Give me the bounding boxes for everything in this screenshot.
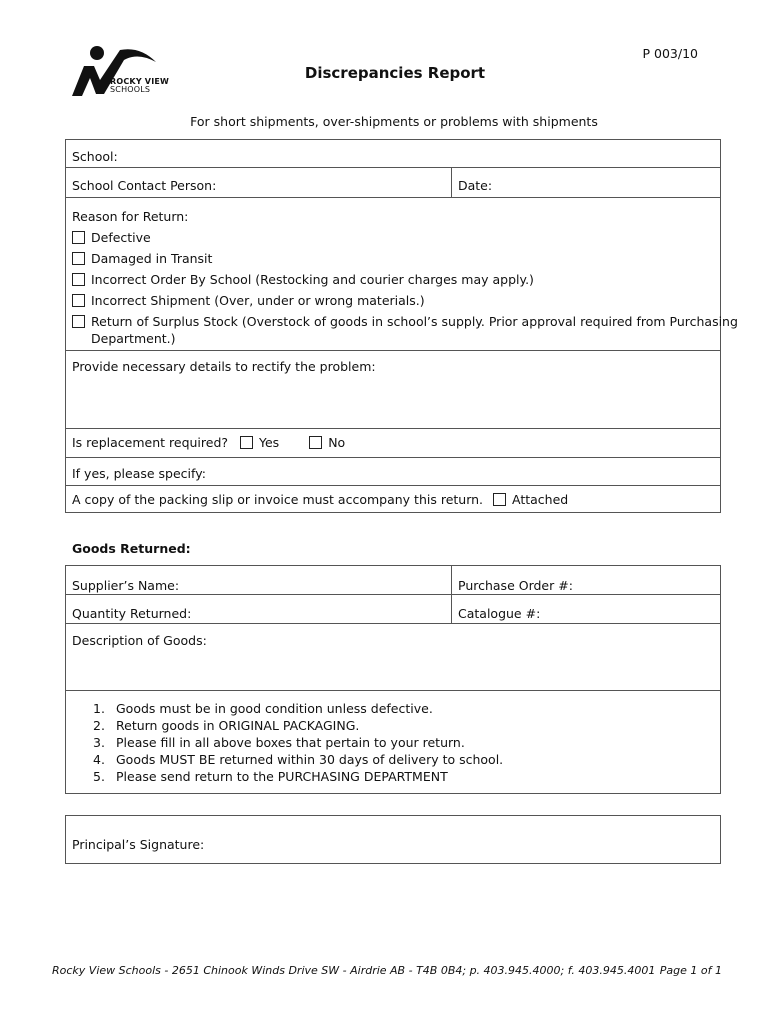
- goods-returned-title: Goods Returned:: [72, 541, 191, 556]
- description-field[interactable]: Description of Goods:: [72, 633, 207, 648]
- form-number: P 003/10: [642, 46, 698, 61]
- attached-label: Attached: [512, 492, 569, 507]
- supplier-field[interactable]: Supplier’s Name:: [72, 578, 180, 593]
- logo-text: ROCKY VIEW SCHOOLS: [110, 77, 170, 94]
- list-item: 3. Please fill in all above boxes that pertain to your return.: [93, 735, 465, 750]
- catalogue-field[interactable]: Catalogue #:: [458, 606, 541, 621]
- purchase-order-field[interactable]: Purchase Order #:: [458, 578, 573, 593]
- replacement-row: [72, 435, 345, 450]
- signature-box: [65, 815, 721, 864]
- checkbox[interactable]: [72, 315, 85, 328]
- list-item: 5. Please send return to the PURCHASING DEPARTMENT: [93, 769, 448, 784]
- page-subtitle: For short shipments, over-shipments or problems with shipments: [190, 114, 598, 129]
- no-label: No: [328, 435, 346, 450]
- reason-incorrect-order[interactable]: Incorrect Order By School (Restocking and courier charges may apply.): [72, 272, 534, 287]
- page-title: Discrepancies Report: [304, 64, 486, 82]
- checkbox[interactable]: [72, 252, 85, 265]
- replacement-label: Is replacement required?: [72, 435, 229, 450]
- reason-damaged[interactable]: Damaged in Transit: [72, 251, 212, 266]
- packing-label: A copy of the packing slip or invoice must accompany this return.: [72, 492, 484, 507]
- packing-slip-row: [72, 492, 568, 507]
- attached-checkbox[interactable]: [493, 493, 506, 506]
- list-item: 1. Goods must be in good condition unless defective.: [93, 701, 433, 716]
- details-field[interactable]: Provide necessary details to rectify the problem:: [72, 359, 376, 374]
- checkbox[interactable]: [72, 294, 85, 307]
- checkbox[interactable]: [72, 273, 85, 286]
- return-details-box: [65, 139, 738, 513]
- goods-returned-box: [65, 565, 721, 794]
- instructions-list: [66, 700, 706, 785]
- reason-incorrect-shipment[interactable]: Incorrect Shipment (Over, under or wrong materials.): [72, 293, 425, 308]
- school-field[interactable]: School:: [72, 149, 118, 164]
- reason-defective[interactable]: Defective: [72, 230, 151, 245]
- quantity-field[interactable]: Quantity Returned:: [72, 606, 192, 621]
- principal-signature-field[interactable]: Principal’s Signature:: [72, 837, 205, 852]
- checkbox[interactable]: [72, 231, 85, 244]
- footer-address: Rocky View Schools - 2651 Chinook Winds Drive SW - Airdrie AB - T4B 0B4; p. 403.945.4000; f. 403.945.4001: [52, 964, 656, 977]
- reason-surplus-cont: Department.): [91, 331, 176, 346]
- page-number: Page 1 of 1: [659, 964, 722, 977]
- specify-field[interactable]: If yes, please specify:: [72, 466, 206, 481]
- list-item: 2. Return goods in ORIGINAL PACKAGING.: [93, 718, 360, 733]
- contact-person-field[interactable]: School Contact Person:: [72, 178, 217, 193]
- reason-label: Reason for Return:: [72, 209, 189, 224]
- reason-surplus[interactable]: Return of Surplus Stock (Overstock of goods in school’s supply. Prior approval required from Purchasing: [72, 314, 738, 329]
- yes-checkbox[interactable]: [240, 436, 253, 449]
- list-item: 4. Goods MUST BE returned within 30 days of delivery to school.: [93, 752, 504, 767]
- yes-label: Yes: [259, 435, 280, 450]
- no-checkbox[interactable]: [309, 436, 322, 449]
- date-field[interactable]: Date:: [458, 178, 493, 193]
